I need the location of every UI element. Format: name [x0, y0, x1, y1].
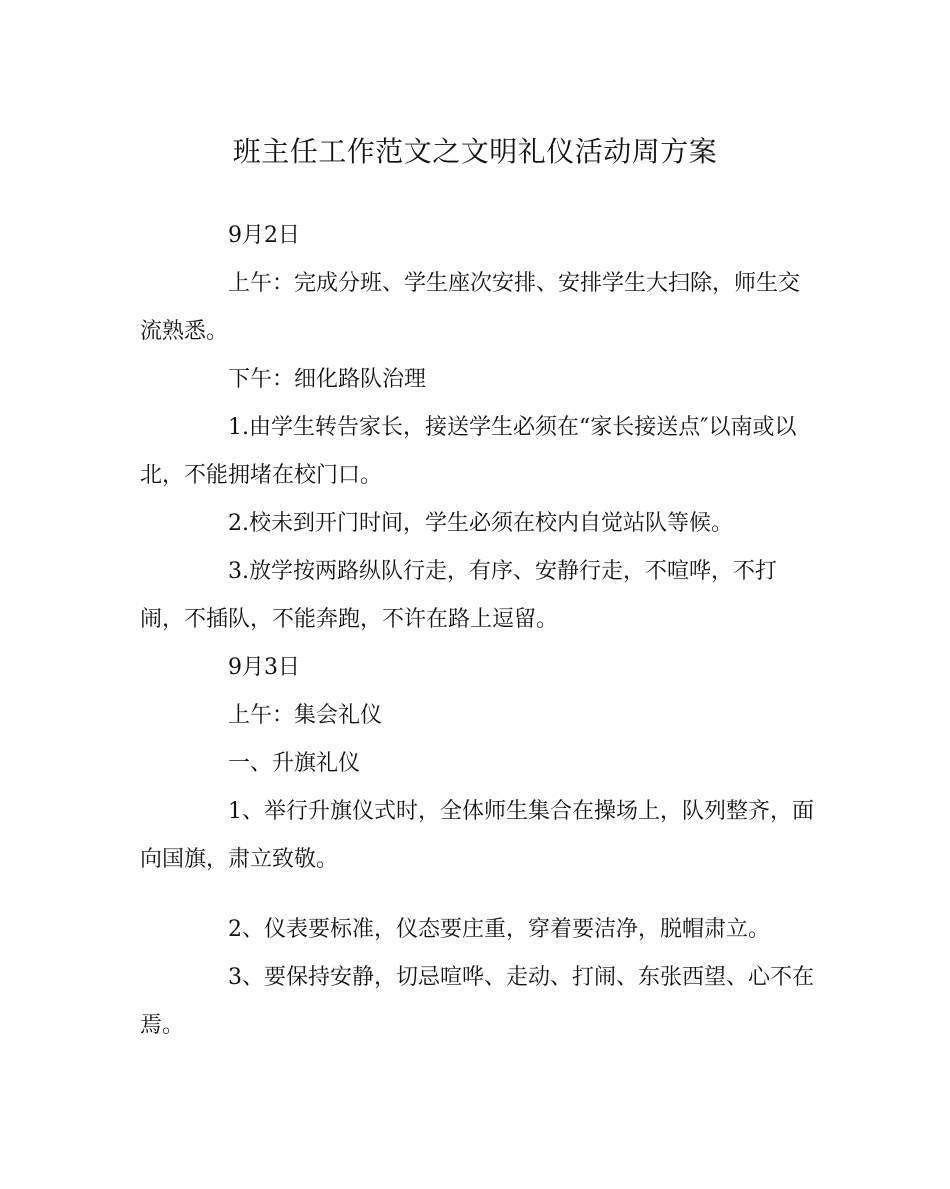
paragraph-flag-item-1: 1、举行升旗仪式时，全体师生集合在操场上，队列整齐，面向国旗，肃立致敬。	[140, 799, 814, 872]
document-body	[140, 212, 820, 1050]
paragraph-date-sep2: 9月2日	[228, 223, 300, 248]
paragraph-item-2: 2.校未到开门时间，学生必须在校内自觉站队等候。	[228, 511, 733, 536]
paragraph-item-1: 1.由学生转告家长，接送学生必须在“家长接送点″以南或以北，不能拥堵在校门口。	[140, 415, 797, 488]
paragraph-flag-item-2: 2、仪表要标准，仪态要庄重，穿着要洁净，脱帽肃立。	[228, 917, 770, 942]
paragraph-afternoon-heading: 下午：细化路队治理	[228, 367, 427, 392]
paragraph-flag-heading: 一、升旗礼仪	[228, 751, 361, 776]
document-title: 班主任工作范文之文明礼仪活动周方案	[232, 135, 718, 168]
paragraph-morning-tasks: 上午：完成分班、学生座次安排、安排学生大扫除，师生交流熟悉。	[140, 271, 801, 344]
paragraph-flag-item-3: 3、要保持安静，切忌喧哗、走动、打闹、东张西望、心不在焉。	[140, 965, 814, 1038]
paragraph-date-sep3: 9月3日	[228, 655, 300, 680]
paragraph-item-3: 3.放学按两路纵队行走，有序、安静行走，不喧哗，不打闹，不插队，不能奔跑，不许在路上逗留。	[140, 559, 777, 632]
paragraph-assembly-heading: 上午：集会礼仪	[228, 703, 383, 728]
